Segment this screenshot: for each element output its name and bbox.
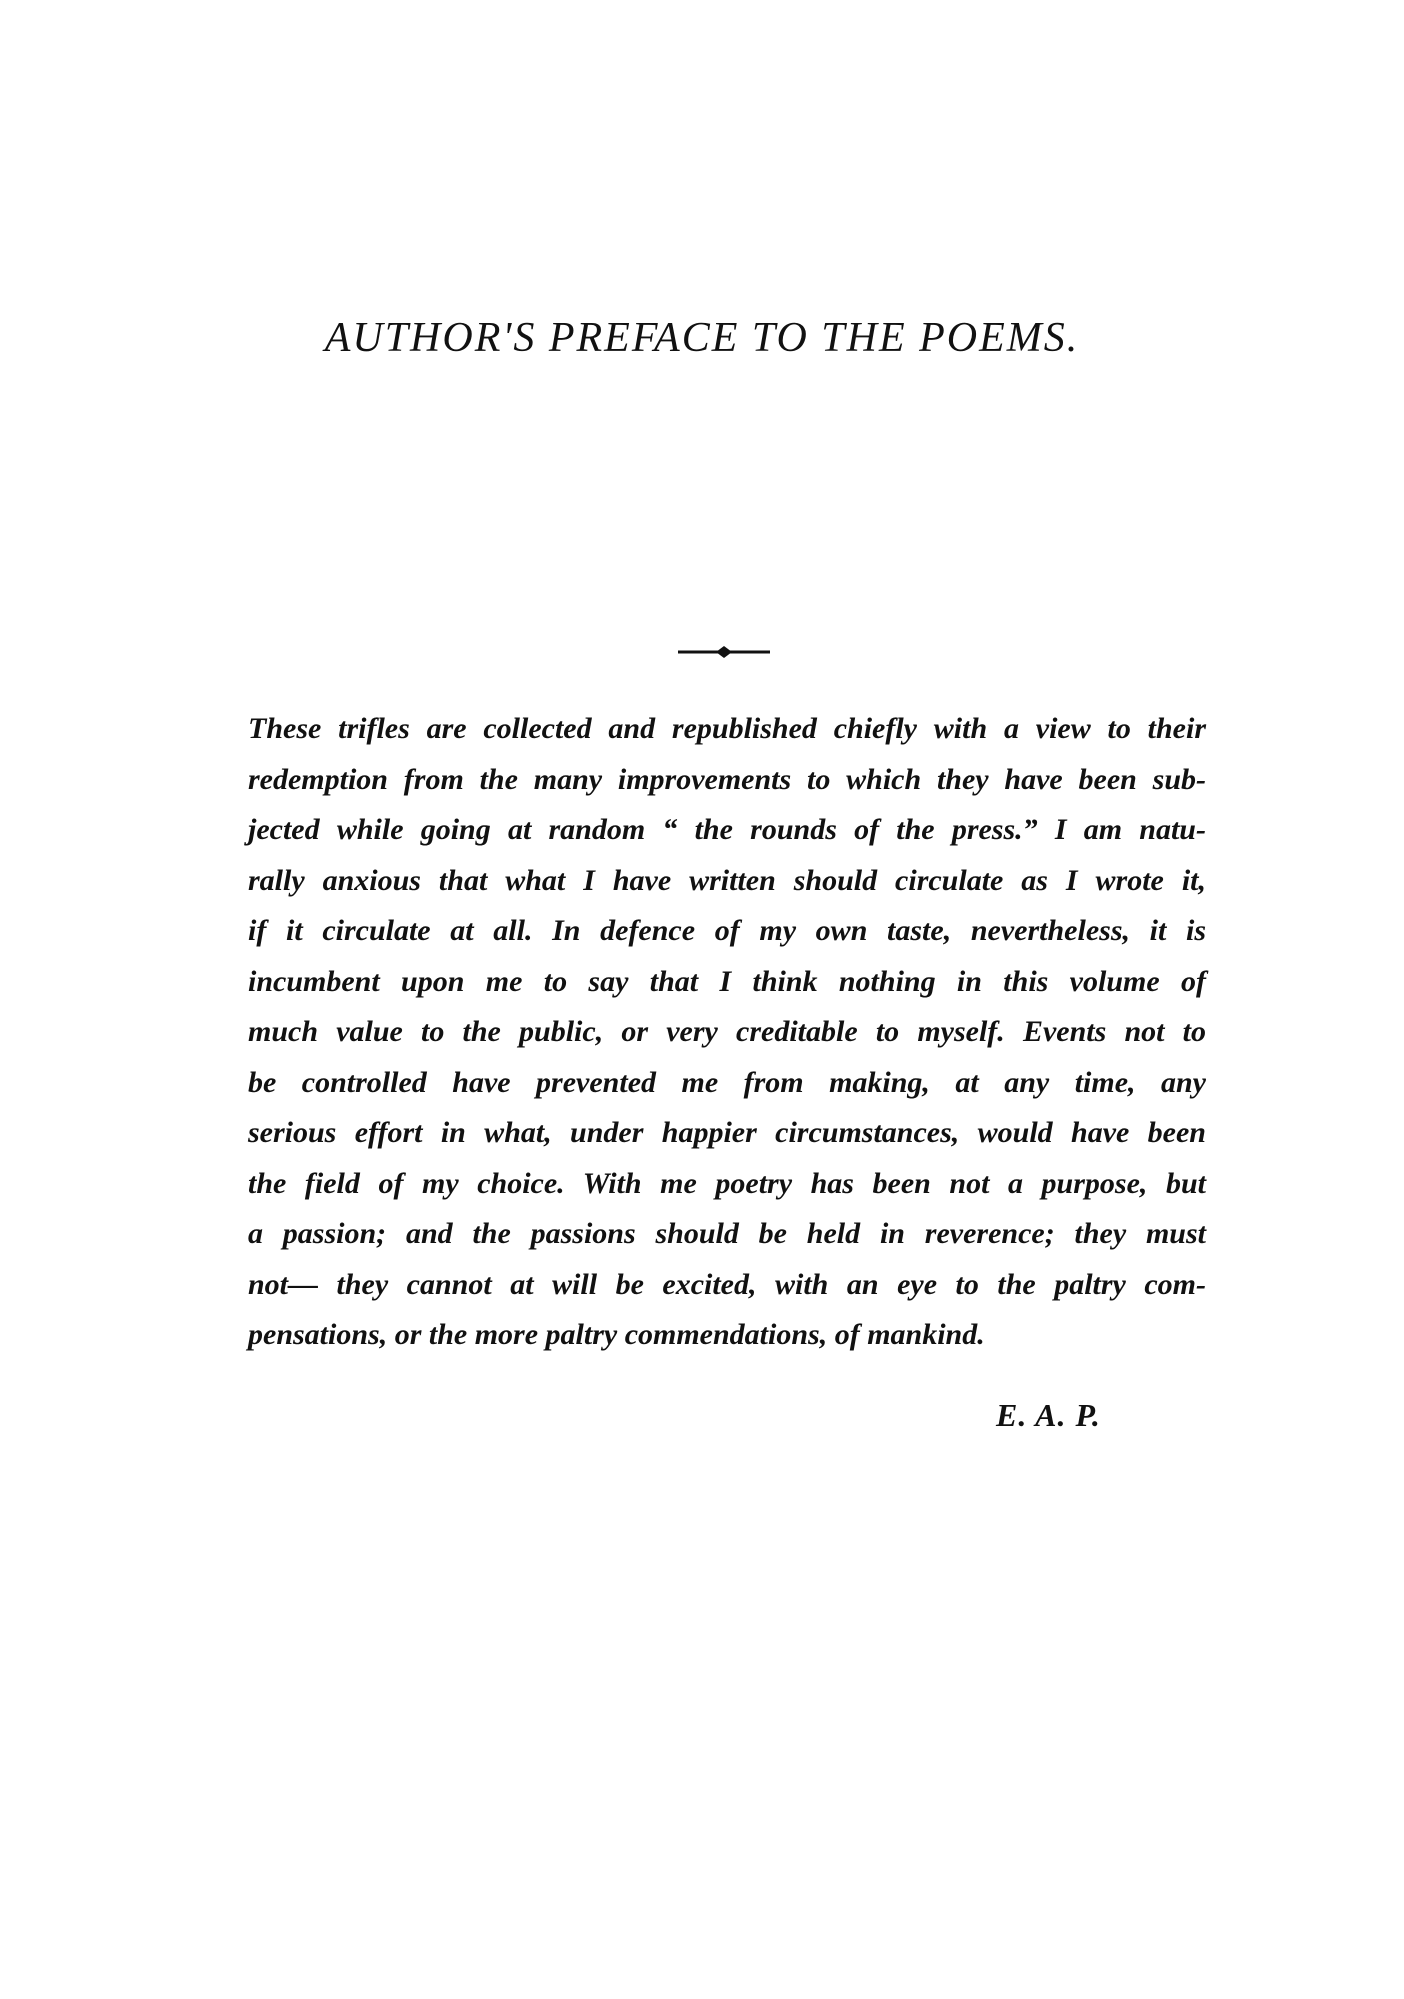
preface-line: These trifles are collected and republished chiefly with a view to their [248, 712, 1206, 745]
preface-line: a passion; and the passions should be held in reverence; they must [248, 1217, 1206, 1250]
preface-line: be controlled have prevented me from making, at any time, any [248, 1065, 1206, 1099]
preface-line: incumbent upon me to say that I think nothing in this volume of [248, 964, 1206, 998]
author-signature: E. A. P. [996, 1397, 1101, 1433]
preface-line: not— they cannot at will be excited, with an eye to the paltry com- [248, 1267, 1206, 1301]
preface-line: pensations, or the more paltry commendations, of mankind. [248, 1318, 985, 1351]
preface-line: rally anxious that what I have written should circulate as I wrote it, [248, 863, 1206, 897]
preface-line: if it circulate at all. In defence of my own taste, nevertheless, it is [248, 914, 1206, 947]
preface-body [248, 704, 1206, 1361]
preface-line: much value to the public, or very creditable to myself. Events not to [248, 1015, 1206, 1048]
preface-line: redemption from the many improvements to which they have been sub- [248, 762, 1206, 796]
preface-line: jected while going at random “ the rounds of the press.” I am natu- [248, 813, 1206, 846]
preface-line: the field of my choice. With me poetry has been not a purpose, but [248, 1166, 1206, 1200]
preface-line: serious effort in what, under happier circumstances, would have been [248, 1116, 1206, 1149]
page-title: AUTHOR'S PREFACE TO THE POEMS. [324, 315, 1080, 361]
rule-with-diamond-ornament-icon [676, 644, 772, 660]
